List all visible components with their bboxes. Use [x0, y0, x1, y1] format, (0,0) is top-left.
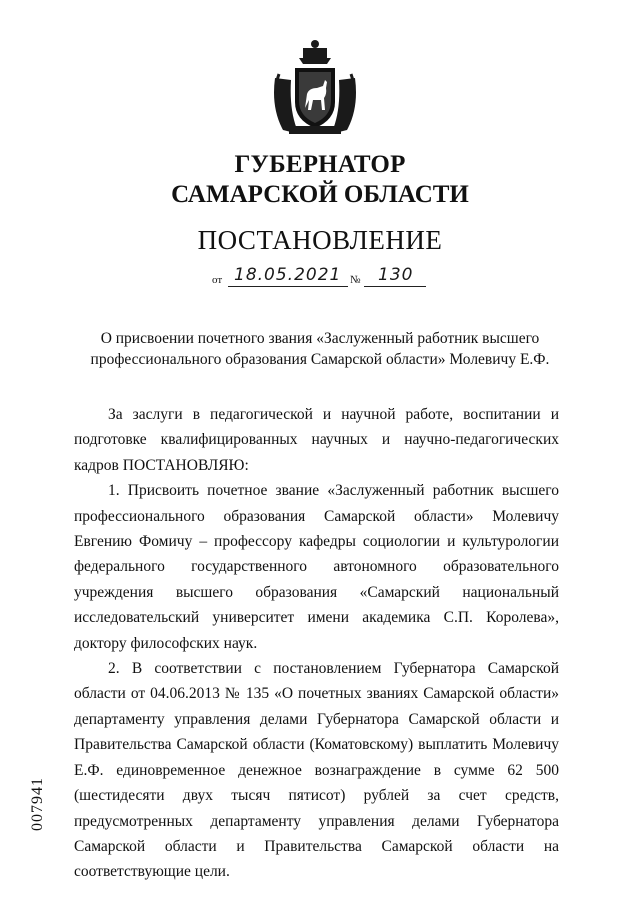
- document-body: [74, 402, 559, 885]
- from-label: от: [212, 274, 223, 286]
- date-underline: [228, 286, 348, 287]
- coat-of-arms-emblem: [269, 38, 361, 138]
- side-serial-number: [28, 765, 46, 845]
- document-subject: О присвоении почетного звания «Заслуженный работник высшего профессионального образования Самарской области» Молевичу Е.Ф.: [90, 330, 550, 368]
- handwritten-date: 18.05.2021: [234, 265, 342, 285]
- body-paragraph-2: 1. Присвоить почетное звание «Заслуженный работник высшего профессионального образования Самарской области» Молевичу Евгению Фомичу – профессору кафедры социологии и культурологии федерального государственного автономного образовательного учреждения высшего образования «Самарский национальный исследовательский университет имени академика С.П. Королева», доктору философских наук.: [74, 482, 559, 652]
- header-line-2: САМАРСКОЙ ОБЛАСТИ: [171, 181, 469, 208]
- document-type-title: ПОСТАНОВЛЕНИЕ: [197, 225, 443, 255]
- side-serial-number-text: 007941: [29, 777, 46, 831]
- body-paragraph-3: 2. В соответствии с постановлением Губернатора Самарской области от 04.06.2013 № 135 «О почетных званиях Самарской области» департаменту управления делами Губернатора Самарской области и Правительства Самарской области (Коматовскому) выплатить Молевичу Е.Ф. единовременное денежное вознаграждение в сумме 62 500 (шестидесяти двух тысяч пятисот) рублей за счет средств, предусмотренных департаменту управления делами Губернатора Самарской области и Правительства Самарской области на соответствующие цели.: [74, 660, 559, 881]
- samara-coat-of-arms-icon: [269, 38, 361, 138]
- number-underline: [364, 286, 426, 287]
- body-paragraph-1: За заслуги в педагогической и научной работе, воспитании и подготовке квалифицированных научных и научно-педагогических кадров ПОСТАНОВЛЯЮ:: [74, 406, 559, 474]
- header-line-1: ГУБЕРНАТОР: [234, 151, 406, 178]
- handwritten-number: 130: [378, 265, 414, 285]
- number-label: №: [350, 274, 361, 286]
